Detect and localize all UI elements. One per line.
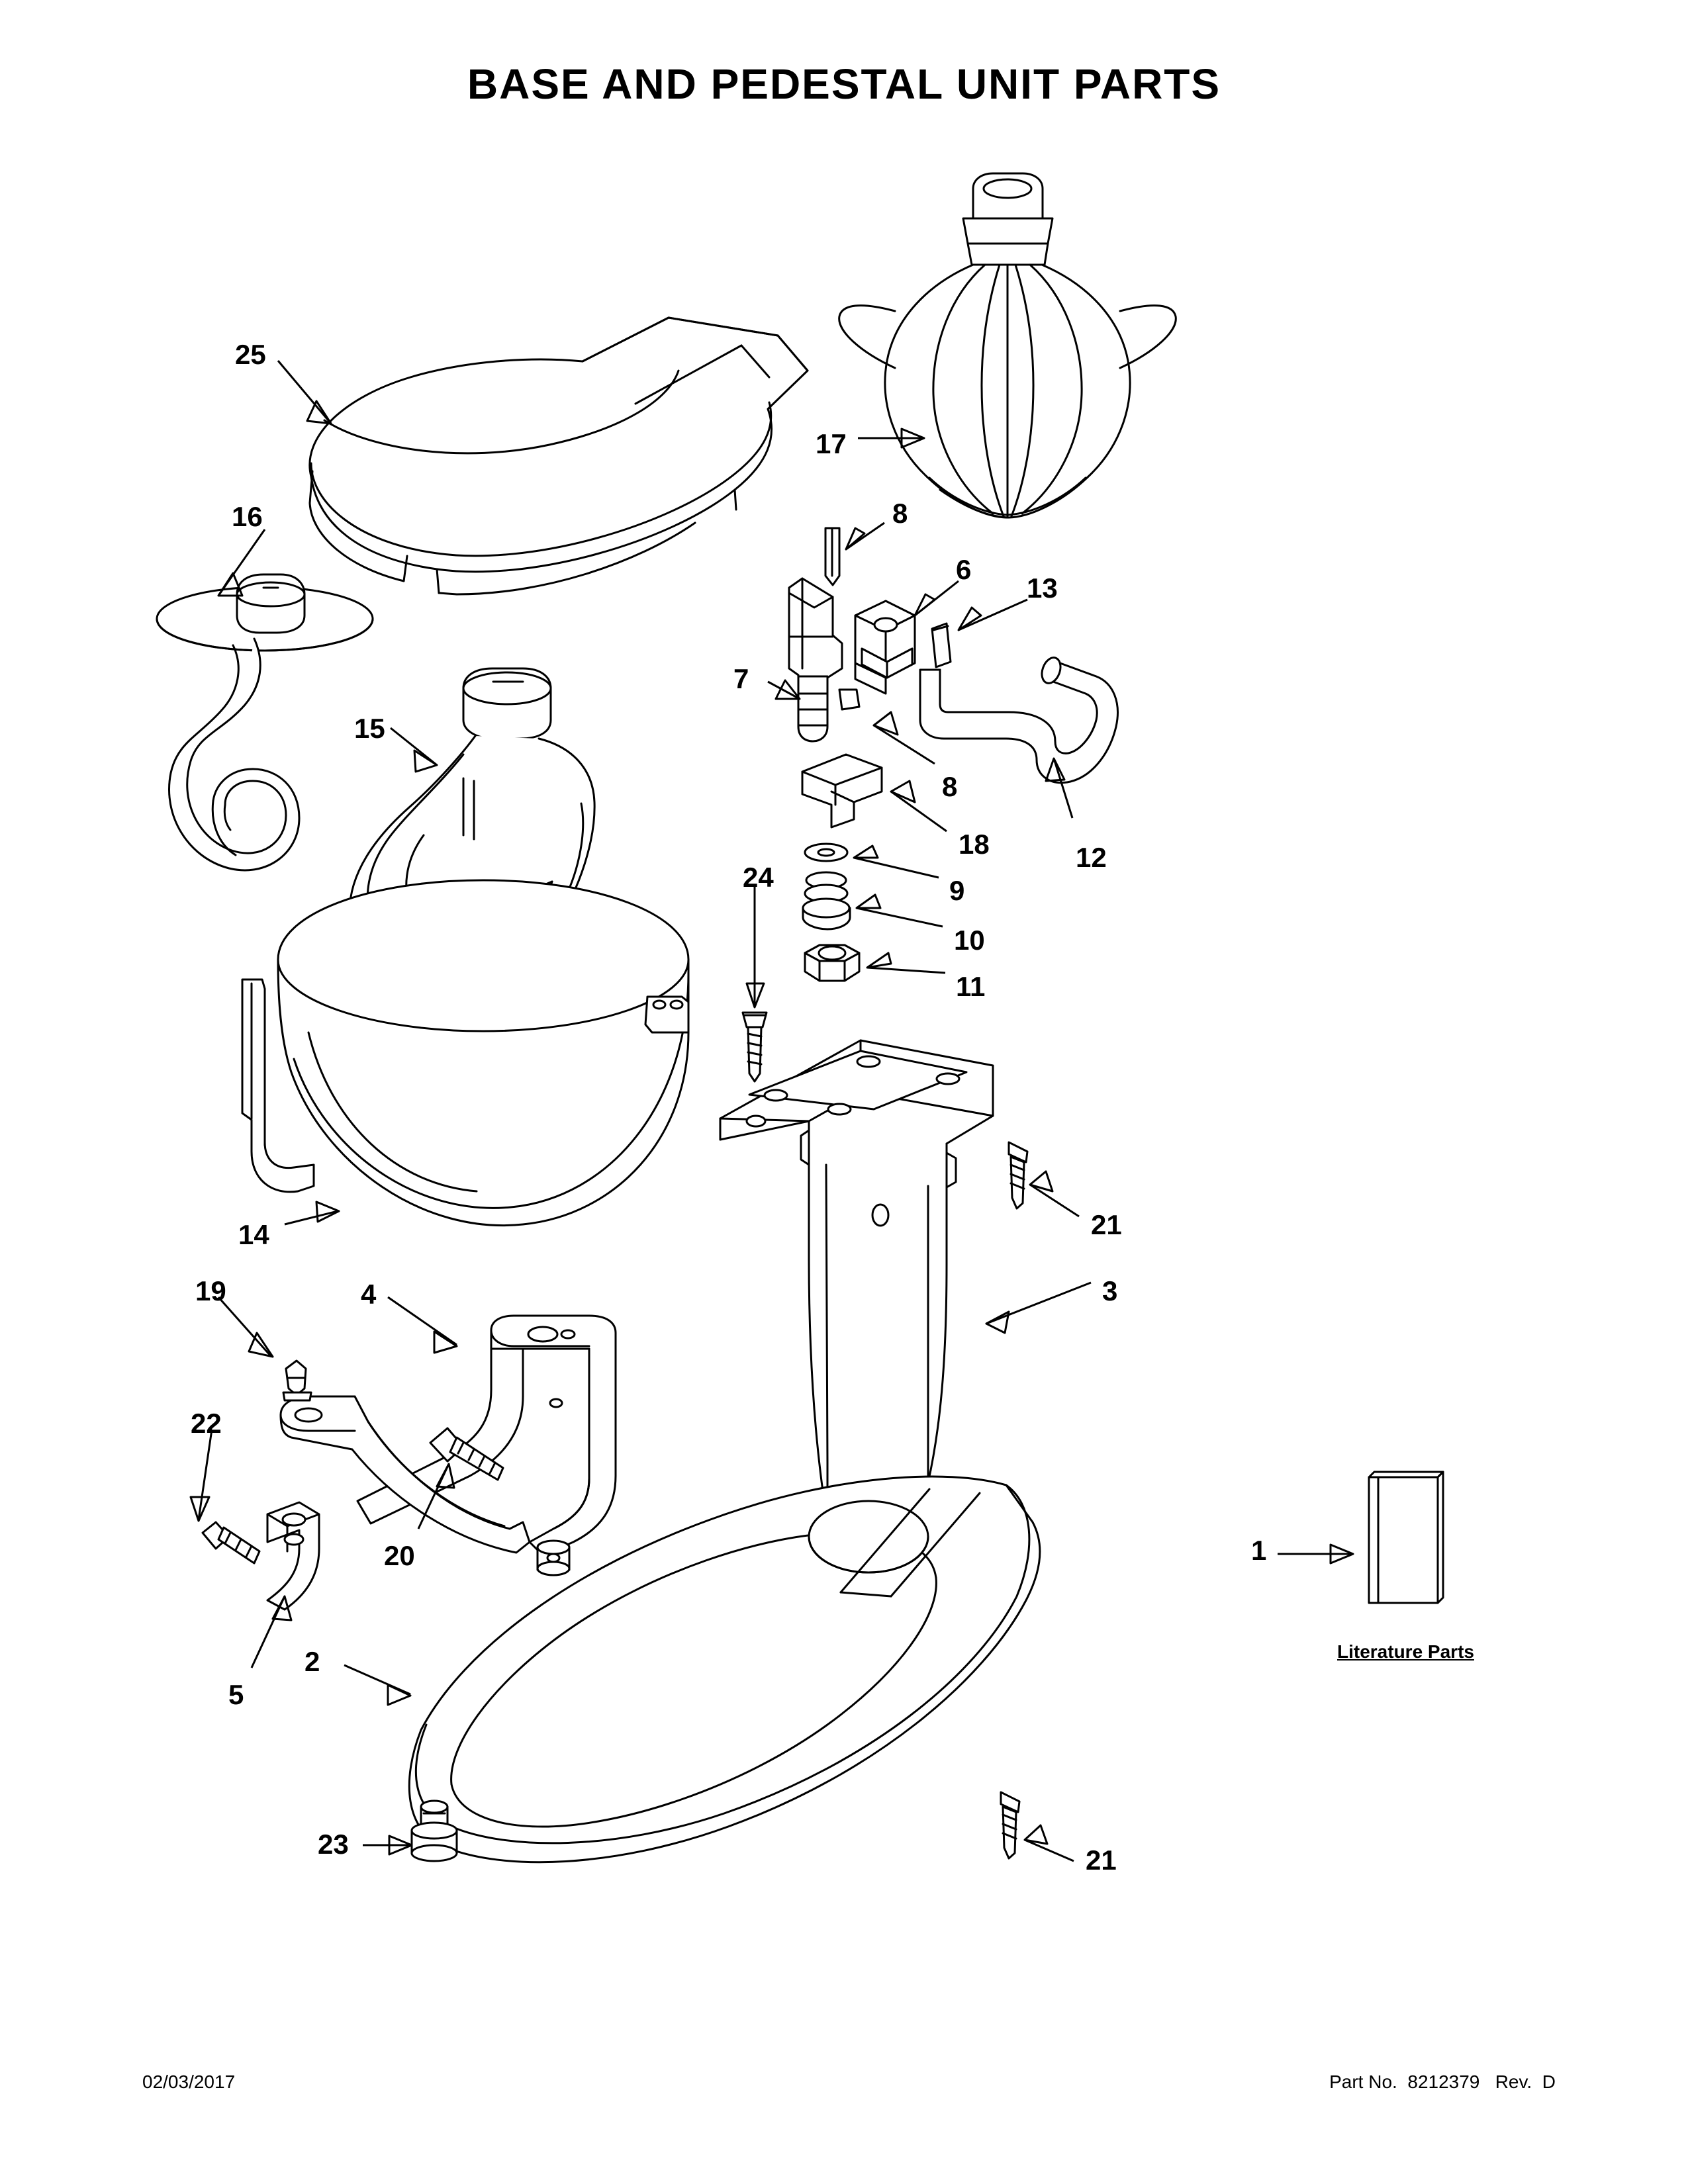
part-7-shaft: [789, 578, 859, 741]
callout-18: 18: [959, 829, 990, 860]
callout-8b: 8: [942, 771, 958, 802]
callout-10: 10: [954, 925, 985, 956]
part-24-screw: [743, 1013, 767, 1081]
footer-part-number: Part No. 8212379 Rev. D: [1329, 2071, 1556, 2092]
callout-1: 1: [1251, 1535, 1267, 1566]
literature-parts-label: Literature Parts: [1337, 1641, 1474, 1662]
callout-15: 15: [354, 713, 385, 744]
part-22-screw: [203, 1522, 259, 1563]
callout-12: 12: [1076, 842, 1107, 873]
callout-4: 4: [361, 1279, 377, 1310]
part-3-pedestal: [720, 1040, 993, 1522]
callout-9: 9: [949, 875, 965, 906]
callout-14: 14: [238, 1219, 269, 1250]
part-25-cover: [310, 318, 808, 594]
part-10-spring: [803, 872, 850, 929]
callout-21b: 21: [1086, 1844, 1117, 1876]
callout-21a: 21: [1091, 1209, 1122, 1240]
callout-22: 22: [191, 1408, 222, 1439]
callout-6: 6: [956, 554, 972, 585]
part-5-latch-bracket: [267, 1502, 319, 1610]
callout-20: 20: [384, 1540, 415, 1571]
part-9-washer: [805, 844, 847, 861]
part-14-bowl: [242, 880, 688, 1226]
part-21b-screw: [1001, 1792, 1019, 1858]
callout-7: 7: [733, 663, 749, 694]
part-18-clamp: [802, 754, 882, 827]
part-16-dough-hook: [157, 574, 373, 870]
part-8a-pin: [825, 528, 839, 585]
part-6-bracket: [855, 601, 915, 694]
callout-24: 24: [743, 862, 774, 893]
callout-11: 11: [956, 971, 986, 1002]
part-21a-screw: [1009, 1142, 1027, 1208]
callout-23: 23: [318, 1829, 349, 1860]
callout-5: 5: [228, 1679, 244, 1710]
part-1-literature: [1369, 1472, 1443, 1603]
callout-8a: 8: [892, 498, 908, 529]
part-13-pin: [932, 623, 951, 667]
footer-date: 02/03/2017: [142, 2071, 236, 2092]
part-19-plug: [283, 1361, 311, 1400]
callout-17: 17: [816, 428, 847, 459]
callout-16: 16: [232, 501, 263, 532]
part-17-wire-whip: [839, 173, 1176, 518]
part-12-lever-arm: [920, 655, 1117, 783]
part-11-nut: [805, 945, 859, 981]
page-title: BASE AND PEDESTAL UNIT PARTS: [467, 60, 1221, 108]
callout-13: 13: [1027, 572, 1058, 604]
callout-3: 3: [1102, 1275, 1118, 1306]
callout-19: 19: [195, 1275, 226, 1306]
callout-2: 2: [305, 1646, 320, 1677]
callout-25: 25: [235, 339, 266, 370]
